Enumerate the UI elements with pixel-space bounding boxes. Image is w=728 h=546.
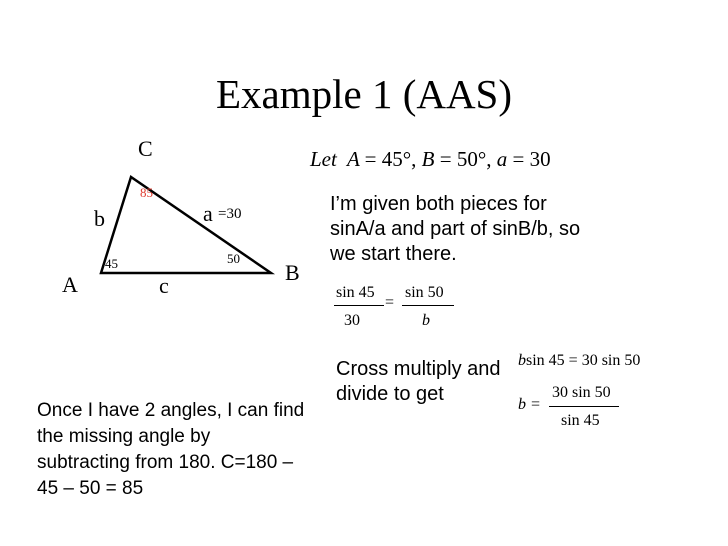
angle-a-value: 45 bbox=[105, 256, 118, 271]
angle-b-value: 50 bbox=[227, 251, 240, 266]
vertex-c-label: C bbox=[138, 136, 153, 161]
eq1-fraction-bar-left bbox=[334, 305, 384, 306]
side-b-label: b bbox=[94, 206, 105, 231]
eq3-b-eq: b = bbox=[518, 396, 541, 413]
eq2-b-var: b bbox=[518, 352, 526, 369]
given-angle-a-eq: = 45°, bbox=[364, 147, 417, 171]
given-angle-a-var: A bbox=[346, 147, 360, 171]
eq2-expression bbox=[518, 352, 640, 370]
side-a-label: a bbox=[203, 201, 213, 226]
eq1-den-right: b bbox=[422, 312, 430, 329]
eq1-num-left: sin 45 bbox=[336, 284, 375, 301]
given-statement bbox=[310, 147, 551, 172]
given-angle-b-eq: = 50°, bbox=[439, 147, 492, 171]
angle-c-value: 85 bbox=[140, 185, 153, 200]
given-side-a-eq: = 30 bbox=[512, 147, 551, 171]
eq1-fraction-bar-right bbox=[402, 305, 454, 306]
vertex-b-label: B bbox=[285, 260, 300, 285]
side-c-label: c bbox=[159, 273, 169, 298]
eq3-fraction-bar bbox=[549, 406, 619, 407]
slide-title: Example 1 (AAS) bbox=[215, 71, 513, 117]
given-let: Let bbox=[310, 147, 337, 171]
eq1-equals: = bbox=[385, 294, 395, 311]
cross-multiply-text: Cross multiply and divide to get bbox=[336, 358, 501, 405]
given-angle-b-var: B bbox=[421, 147, 435, 171]
bottom-note: Once I have 2 angles, I can find the missing angle by subtracting from 180. C=180 – 45 – 50 = 85 bbox=[37, 400, 305, 499]
eq3-numerator: 30 sin 50 bbox=[552, 384, 611, 401]
eq3-denominator: sin 45 bbox=[561, 412, 600, 429]
eq1-num-right: sin 50 bbox=[405, 284, 444, 301]
triangle-shape bbox=[101, 177, 271, 273]
eq1-den-left: 30 bbox=[344, 312, 360, 329]
eq2-lhs: sin 45 = 30 sin 50 bbox=[526, 352, 641, 369]
given-side-a-var: a bbox=[496, 147, 508, 171]
vertex-a-label: A bbox=[62, 272, 78, 297]
explanation-text: I’m given both pieces for sinA/a and part of sinB/b, so we start there. bbox=[330, 193, 581, 265]
side-a-value: =30 bbox=[218, 206, 242, 222]
